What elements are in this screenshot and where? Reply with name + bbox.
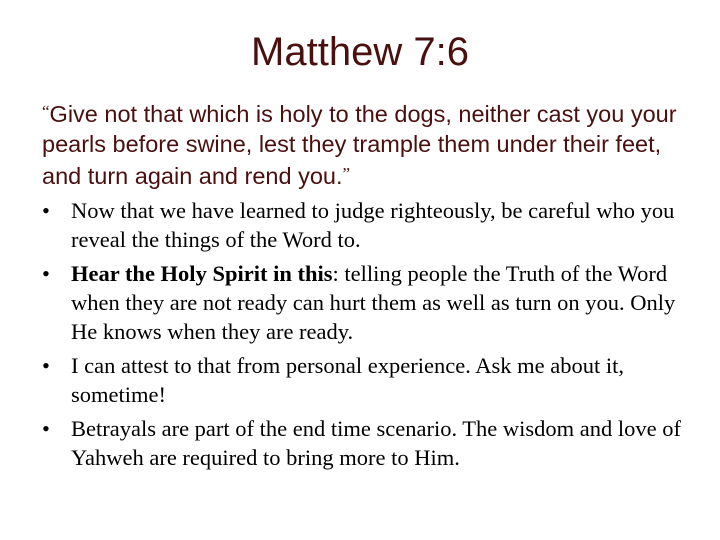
bullet-text: : telling people the Truth of the Word when they are not ready can hurt them as well as turn on you. Only He knows when they are ready. — [71, 261, 676, 344]
bullet-item — [42, 351, 692, 409]
bullet-dot-icon: • — [42, 416, 50, 441]
bullet-dot-icon: • — [42, 261, 50, 286]
close-quote-mark: ” — [342, 164, 351, 183]
bullet-text: Betrayals are part of the end time scenario. The wisdom and love of Yahweh are required to bring more to Him. — [71, 416, 682, 470]
bullet-dot-icon: • — [42, 353, 50, 378]
open-quote-mark: “ — [42, 102, 50, 121]
bullet-text: Now that we have learned to judge righteously, be careful who you reveal the things of the Word to. — [71, 198, 675, 252]
bullet-item — [42, 196, 692, 254]
bullet-item — [42, 414, 692, 472]
bullet-text: I can attest to that from personal experience. Ask me about it, sometime! — [71, 353, 624, 407]
bullet-emphasis: Hear the Holy Spirit in this — [71, 261, 333, 286]
bullet-list — [42, 196, 692, 477]
bullet-dot-icon: • — [42, 198, 50, 223]
quote-text: Give not that which is holy to the dogs, neither cast you your pearls before swine, lest they trample them under their feet, and turn again and rend you. — [42, 101, 677, 189]
scripture-quote — [42, 97, 702, 191]
bullet-item — [42, 259, 692, 346]
slide-title: Matthew 7:6 — [251, 30, 469, 74]
